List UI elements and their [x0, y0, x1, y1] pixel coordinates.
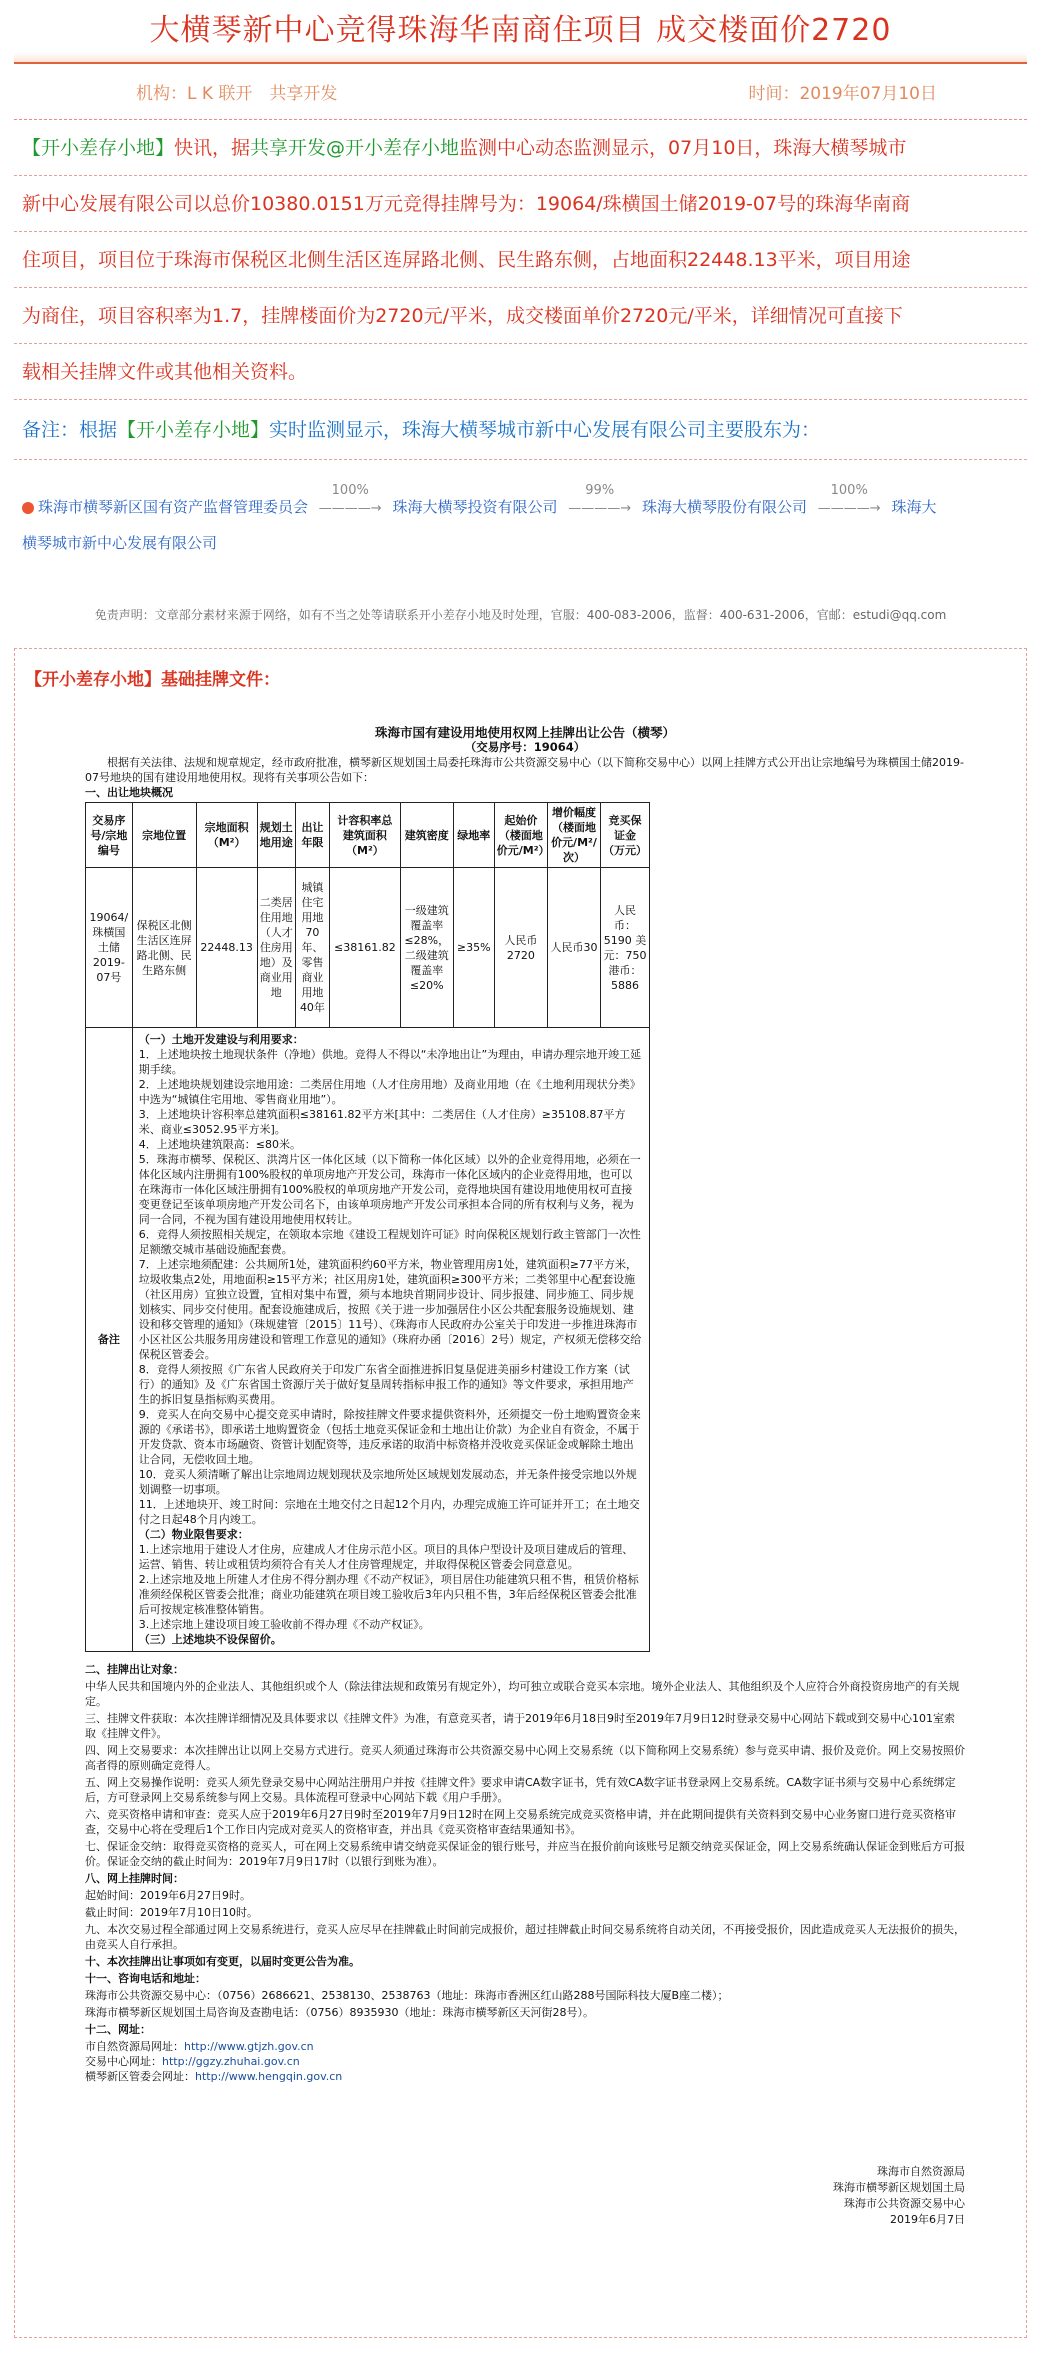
listing-file-box — [14, 648, 1027, 2338]
article-line-3: 住项目，项目位于珠海市保税区北侧生活区连屏路北侧、民生路东侧，占地面积22448.13平米，项目用途 — [14, 232, 1027, 288]
doc-paragraph: 九、本次交易过程全部通过网上交易系统进行，竞买人应尽早在挂牌截止时间前完成报价，超过挂牌截止时间交易系统将自动关闭，不再接受报价，因此造成竞买人无法报价的损失，由竞买人自行承担。 — [85, 1923, 965, 1951]
doc-serial: （交易序号：19064） — [464, 740, 586, 754]
disclaimer: 免责声明：文章部分素材来源于网络，如有不当之处等请联系开小差存小地及时处理，官服：400-083-2006，监督：400-631-2006，官邮：estudi@qq.com — [94, 608, 947, 622]
doc-intro: 根据有关法律、法规和规章规定，经市政府批准，横琴新区规划国土局委托珠海市公共资源交易中心（以下简称交易中心）以网上挂牌方式公开出让宗地编号为珠横国土储2019-07号地块的国有建设用地使用权。现将有关事项公告如下： — [85, 756, 964, 784]
url-link[interactable]: http://www.hengqin.gov.cn — [195, 2070, 343, 2083]
doc-title: 珠海市国有建设用地使用权网上挂牌出让公告（横琴） — [374, 725, 675, 740]
note-item: 1.上述宗地用于建设人才住房，应建成人才住房示范小区。项目的具体户型设计及项目建成后的管理、运营、销售、转让或租赁均须符合有关人才住房管理规定，并取得保税区管委会同意意见。 — [138, 1543, 634, 1571]
note-item: 5．珠海市横琴、保税区、洪湾片区一体化区域（以下简称一体化区域）以外的企业竞得用地，必须在一体化区域内注册拥有100%股权的单项房地产开发公司，珠海市一体化区域内的企业竞得用地，也可以在珠海市一体化区域注册拥有100%股权的单项房地产开发公司，竞得地块国有建设用地使用权可直接变更登记至该单项房地产开发公司名下，由该单项房地产开发公司承担本合同的所有权利与义务，视为同一合同，不视为国有建设用地使用权转让。 — [138, 1153, 641, 1226]
meta-bar — [14, 64, 1027, 120]
url-link[interactable]: http://www.gtjzh.gov.cn — [184, 2040, 314, 2053]
shareholder-note — [14, 400, 1027, 460]
ownership-chain — [14, 460, 1027, 560]
doc-lower-sections — [85, 1662, 965, 2037]
doc-paragraph: 珠海市公共资源交易中心：（0756）2686621、2538130、2538763（地址：珠海市香洲区红山路288号国际科技大厦B座二楼）； — [85, 1989, 729, 2002]
table-cell: 人民币：5190 美元：750 港币：5886 — [601, 868, 650, 1028]
table-cell: ≤38161.82 — [329, 868, 400, 1028]
article-line-4: 为商住，项目容积率为1.7，挂牌楼面价为2720元/平米，成交楼面单价2720元/平米，详细情况可直接下 — [14, 288, 1027, 344]
chain-node-4-cont[interactable]: 横琴城市新中心发展有限公司 — [22, 534, 218, 552]
table-cell: 22448.13 — [196, 868, 257, 1028]
doc-paragraph: 六、竞买资格申请和审查：竞买人应于2019年6月27日9时至2019年7月9日12时在网上交易系统完成竞买资格申请，并在此期间提供有关资料到交易中心业务窗口进行竞买资格审查，交易中心将在受理后1个工作日内完成对竞买人的资格审查，并出具《竞买资格审查结果通知书》。 — [85, 1808, 956, 1836]
article-line-2: 新中心发展有限公司以总价10380.0151万元竞得挂牌号为：19064/珠横国土储2019-07号的珠海华南商 — [14, 176, 1027, 232]
doc-paragraph: 十二、网址： — [85, 2023, 151, 2036]
doc-paragraph: 二、挂牌出让对象： — [85, 1663, 184, 1676]
table-header: 增价幅度（楼面地价元/M²/次） — [547, 803, 600, 868]
note-item: （三）上述地块不设保留价。 — [138, 1633, 282, 1646]
article-text: 监测中心动态监测显示，07月10日，珠海大横琴城市 — [459, 137, 907, 159]
table-header: 竞买保证金（万元） — [601, 803, 650, 868]
note-item: 3．上述地块计容积率总建筑面积≤38161.82平方米[其中：二类居住（人才住房）≥35108.87平方米、商业≤3052.95平方米]。 — [138, 1108, 626, 1136]
doc-paragraph: 珠海市横琴新区规划国土局咨询及查勘电话：（0756）8935930（地址：珠海市横琴新区天河街28号）。 — [85, 2006, 594, 2019]
doc-paragraph: 起始时间：2019年6月27日9时。 — [85, 1889, 251, 1902]
table-header: 绿地率 — [453, 803, 494, 868]
note-item: 11．上述地块开、竣工时间：宗地在土地交付之日起12个月内，办理完成施工许可证并开工；在土地交付之日起48个月内竣工。 — [138, 1498, 640, 1526]
table-header: 出让年限 — [295, 803, 329, 868]
chain-node-4[interactable]: 珠海大 — [891, 498, 937, 516]
note-source-tag: 【开小差存小地】 — [117, 419, 270, 441]
doc-paragraph: 七、保证金交纳：取得竞买资格的竞买人，可在网上交易系统申请交纳竞买保证金的银行账号，并应当在报价前向该账号足额交纳竞买保证金，网上交易系统确认保证金到账后方可报价。保证金交纳的截止时间为：2019年7月9日17时（以银行到账为准）。 — [85, 1840, 965, 1868]
note-item: 3.上述宗地上建设项目竣工验收前不得办理《不动产权证》。 — [138, 1618, 430, 1631]
doc-paragraph: 十一、咨询电话和地址： — [85, 1972, 206, 1985]
table-notes-row — [86, 1028, 650, 1652]
table-cell: 人民币2720 — [494, 868, 547, 1028]
note-item: 1．上述地块按土地现状条件（净地）供地。竞得人不得以“未净地出让”为理由，申请办理宗地开竣工延期手续。 — [138, 1048, 642, 1076]
source-tag: 【开小差存小地】 — [22, 137, 175, 159]
listing-document — [85, 725, 965, 2228]
source-link[interactable]: 共享开发@开小差存小地 — [250, 137, 460, 159]
note-item: 7．上述宗地须配建：公共厕所1处，建筑面积约60平方米，物业管理用房1处，建筑面积≥77平方米，垃圾收集点2处，用地面积≥15平方米；社区用房1处，建筑面积≥300平方米；二类邻里中心配套设施（社区用房）宜独立设置，宜相对集中布置，须与本地块首期同步设计、同步报建、同步施工、同步规划核实、同步交付使用。配套设施建成后，按照《关于进一步加强居住小区公共配套服务设施规划、建设和移交管理的通知》（珠规建管〔2015〕11号）、《珠海市人民政府办公室关于印发进一步推进珠海市小区社区公共服务用房建设和管理工作意见的通知》（珠府办函〔2016〕2号）规定，产权须无偿移交给保税区管委会。 — [138, 1258, 642, 1361]
table-header: 宗地面积（M²） — [196, 803, 257, 868]
doc-paragraph: 四、网上交易要求：本次挂牌出让以网上交易方式进行。竞买人须通过珠海市公共资源交易中心网上交易系统（以下简称网上交易系统）参与竞买申请、报价及竞价。网上交易按照价高者得的原则确定竞得人。 — [85, 1744, 965, 1772]
table-cell: 19064/珠横国土储2019-07号 — [86, 868, 133, 1028]
org-label: 机构： — [136, 84, 187, 104]
doc-paragraph: 十、本次挂牌出让事项如有变更，以届时变更公告为准。 — [85, 1955, 360, 1968]
land-table — [85, 802, 650, 1652]
table-cell: 二类居住用地（人才住房用地）及商业用地 — [257, 868, 295, 1028]
signature-line: 珠海市公共资源交易中心 — [844, 2197, 965, 2210]
chain-percent-3: 100% — [830, 483, 868, 498]
url-label: 横琴新区管委会网址： — [85, 2070, 195, 2083]
table-header: 起始价（楼面地价元/M²） — [494, 803, 547, 868]
table-header-row — [86, 803, 650, 868]
org-value: L K 联开 共享开发 — [187, 84, 338, 104]
note-text: 备注：根据 — [22, 419, 118, 441]
doc-paragraph: 八、网上挂牌时间： — [85, 1872, 184, 1885]
listing-file-title-text: 【开小差存小地】基础挂牌文件： — [25, 670, 280, 690]
doc-paragraph: 五、网上交易操作说明：竞买人须先登录交易中心网站注册用户并按《挂牌文件》要求申请CA数字证书，凭有效CA数字证书登录网上交易系统。CA数字证书须与交易中心系统绑定后，方可登录网上交易系统参与网上交易。具体流程可登录中心网站下载《用户手册》。 — [85, 1776, 956, 1804]
note-item: 2.上述宗地及地上所建人才住房不得分割办理《不动产权证》，项目居住功能建筑只租不售，租赁价格标准须经保税区管委会批准；商业功能建筑在项目竣工验收后3年内只租不售，3年后经保税区管委会批准后可按规定核准整体销售。 — [138, 1573, 639, 1616]
article-line-5: 载相关挂牌文件或其他相关资料。 — [14, 344, 1027, 400]
org-icon — [22, 502, 34, 514]
chain-percent-2: 99% — [585, 483, 615, 498]
table-header: 建筑密度 — [400, 803, 453, 868]
doc-section-1: 一、出让地块概况 — [85, 786, 173, 799]
page-title: 大横琴新中心竞得珠海华南商住项目 成交楼面价2720 — [149, 13, 892, 48]
notes-label: 备注 — [86, 1028, 133, 1652]
time-value: 2019年07月10日 — [799, 84, 937, 104]
table-header: 交易序号/宗地编号 — [86, 803, 133, 868]
chain-arrow-3: 100% ————→ — [818, 492, 881, 526]
url-item — [85, 2069, 965, 2084]
note-item: 4．上述地块建筑限高：≤80米。 — [138, 1138, 301, 1151]
chain-arrow-1: 100% ————→ — [319, 492, 382, 526]
chain-arrow-2: 99% ————→ — [568, 492, 631, 526]
table-cell: 城镇住宅用地70年、零售商业用地40年 — [295, 868, 329, 1028]
url-item — [85, 2039, 965, 2054]
note-item: 8．竞得人须按照《广东省人民政府关于印发广东省全面推进拆旧复垦促进美丽乡村建设工作方案（试行）的通知》及《广东省国土资源厅关于做好复垦周转指标申报工作的通知》等文件要求，承担用地产生的拆旧复垦指标购买费用。 — [138, 1363, 634, 1406]
note-item: 6．竞得人须按照相关规定，在领取本宗地《建设工程规划许可证》时向保税区规划行政主管部门一次性足额缴交城市基础设施配套费。 — [138, 1228, 641, 1256]
url-label: 交易中心网址： — [85, 2055, 162, 2068]
doc-paragraph: 中华人民共和国境内外的企业法人、其他组织或个人（除法律法规和政策另有规定外），均可独立或联合竞买本宗地。境外企业法人、其他组织及个人应符合外商投资房地产的有关规定。 — [85, 1680, 960, 1708]
signature-line: 珠海市横琴新区规划国土局 — [833, 2181, 965, 2194]
note-item: （二）物业限售要求： — [138, 1528, 249, 1541]
signature-line: 珠海市自然资源局 — [877, 2165, 965, 2178]
table-row — [86, 868, 650, 1028]
notes-cell — [132, 1028, 649, 1652]
url-link[interactable]: http://ggzy.zhuhai.gov.cn — [162, 2055, 300, 2068]
notes-list — [139, 1032, 643, 1647]
note-item: 2．上述地块规划建设宗地用途：二类居住用地（人才住房用地）及商业用地（在《土地利用现状分类》中选为“城镇住宅用地、零售商业用地”）。 — [138, 1078, 641, 1106]
signature-line: 2019年6月7日 — [890, 2213, 965, 2226]
chain-percent-1: 100% — [331, 483, 369, 498]
note-item: 9．竞买人在向交易中心提交竞买申请时，除按挂牌文件要求提供资料外，还须提交一份土地购置资金来源的《承诺书》，即承诺土地购置资金（包括土地竞买保证金和土地出让价款）为企业自有资金，不属于开发贷款、资本市场融资、资管计划配资等，违反承诺的取消中标资格并没收竞买保证金或解除土地出让合同，无偿收回土地。 — [138, 1408, 641, 1466]
chain-node-3[interactable]: 珠海大横琴股份有限公司 — [641, 498, 807, 516]
listing-file-title — [15, 649, 1026, 706]
table-header: 规划土地用途 — [257, 803, 295, 868]
table-cell: ≥35% — [453, 868, 494, 1028]
chain-node-1[interactable]: 珠海市横琴新区国有资产监督管理委员会 — [38, 498, 309, 516]
note-text: 实时监测显示，珠海大横琴城市新中心发展有限公司主要股东为： — [269, 419, 821, 441]
header — [14, 0, 1027, 64]
org-info — [136, 79, 337, 104]
url-list — [85, 2039, 965, 2084]
url-label: 市自然资源局网址： — [85, 2040, 184, 2053]
article-line-1 — [14, 120, 1027, 176]
article-body — [14, 120, 1027, 400]
doc-signature — [85, 2164, 965, 2228]
doc-paragraph: 截止时间：2019年7月10日10时。 — [85, 1906, 258, 1919]
note-item: 10．竞买人须清晰了解出让宗地周边规划现状及宗地所处区域规划发展动态，并无条件接受宗地以外规划调整一切事项。 — [138, 1468, 637, 1496]
table-header: 计容积率总建筑面积（M²） — [329, 803, 400, 868]
time-info — [748, 79, 937, 104]
chain-node-2[interactable]: 珠海大横琴投资有限公司 — [392, 498, 558, 516]
table-header: 宗地位置 — [132, 803, 196, 868]
note-item: （一）土地开发建设与利用要求： — [138, 1033, 304, 1046]
url-item — [85, 2054, 965, 2069]
article-text: 快讯，据 — [174, 137, 251, 159]
doc-paragraph: 三、挂牌文件获取：本次挂牌详细情况及具体要求以《挂牌文件》为准，有意竞买者，请于2019年6月18日9时至2019年7月9日12时登录交易中心网站下载或到交易中心101室索取《挂牌文件》。 — [85, 1712, 955, 1740]
table-cell: 保税区北侧生活区连屏路北侧、民生路东侧 — [132, 868, 196, 1028]
table-cell: 一级建筑覆盖率≤28%，二级建筑覆盖率≤20% — [400, 868, 453, 1028]
table-cell: 人民币30 — [547, 868, 600, 1028]
time-label: 时间： — [748, 84, 800, 104]
